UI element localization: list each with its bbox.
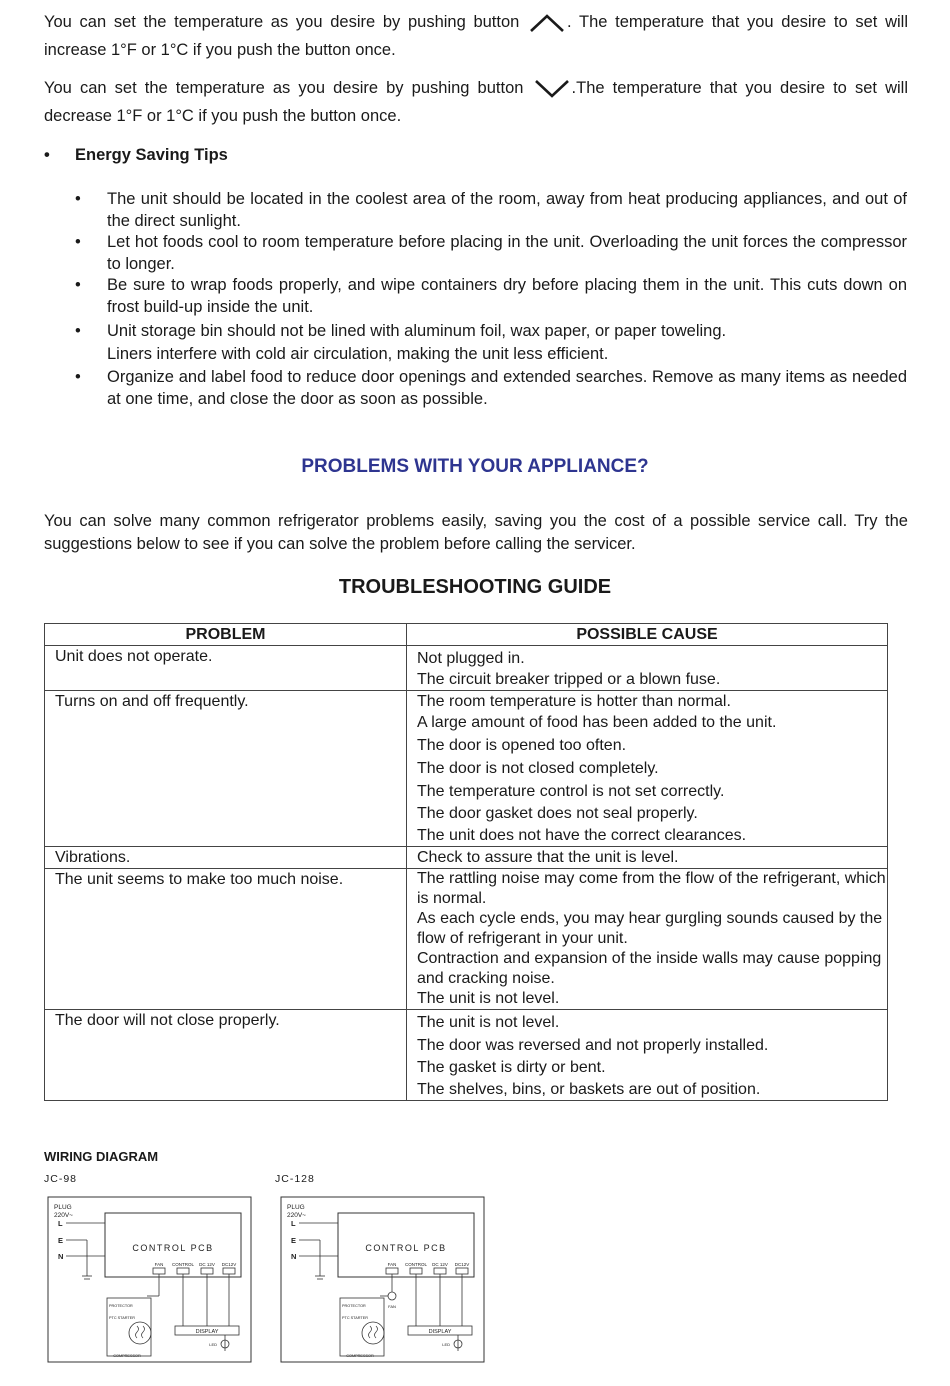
cause-line: The rattling noise may come from the flow of the refrigerant, which is normal.: [417, 870, 886, 907]
cause-line: The gasket is dirty or bent.: [417, 1059, 606, 1076]
earth-terminal-label: E: [58, 1236, 64, 1245]
table-row: [45, 869, 888, 1010]
plug-label: PLUG: [287, 1204, 305, 1211]
terminal-label: FAN: [387, 1262, 397, 1267]
temp-down-text-after: .The temperature that you desire to set will decrease 1°F or 1°C if you push the button once.: [44, 79, 908, 125]
problem-cell: The door will not close properly.: [45, 1010, 407, 1101]
tip-text: Let hot foods cool to room temperature before placing in the unit. Overloading the unit forces the compressor to longer.: [107, 233, 907, 273]
bullet: •: [75, 233, 81, 251]
tip-item: [75, 231, 907, 275]
temp-up-text-after: . The temperature that you desire to set will increase 1°F or 1°C if you push the button once.: [44, 13, 908, 59]
down-arrow-icon: [534, 79, 570, 99]
bullet: •: [75, 322, 81, 340]
up-arrow-icon: [529, 13, 565, 33]
bullet: •: [75, 190, 81, 208]
terminal-label: DC 12V: [199, 1262, 215, 1267]
cause-line: The unit is not level.: [417, 990, 560, 1007]
energy-tips-title: Energy Saving Tips: [75, 146, 228, 164]
wiring-diagram-title: WIRING DIAGRAM: [44, 1149, 159, 1164]
troubleshooting-title: TROUBLESHOOTING GUIDE: [338, 576, 612, 598]
tip-text: Liners interfere with cold air circulation, making the unit less efficient.: [107, 345, 609, 363]
cause-line: The door gasket does not seal properly.: [417, 805, 698, 822]
energy-tips-heading: [44, 146, 228, 165]
cause-cell: [407, 847, 888, 869]
model-label: JC-98: [44, 1173, 78, 1185]
voltage-label: 220V~: [54, 1212, 73, 1219]
tip-text: The unit should be located in the coolest area of the room, away from heat producing appliances, and out of the direct sunlight.: [107, 190, 907, 230]
compressor-label: COMPRESSOR: [113, 1354, 141, 1358]
cause-cell: [407, 869, 888, 1010]
terminal-label: DC12V: [221, 1262, 237, 1267]
tip-text: Organize and label food to reduce door openings and extended searches. Remove as many items as needed at one time, and close the door as soon as possible.: [107, 368, 907, 408]
bullet: •: [75, 276, 81, 294]
problem-cell: Turns on and off frequently.: [45, 691, 407, 847]
terminal-label: DC12V: [454, 1262, 470, 1267]
voltage-label: 220V~: [287, 1212, 306, 1219]
tip-item: [75, 320, 907, 342]
plug-label: PLUG: [54, 1204, 72, 1211]
terminal-label: CONTROL: [404, 1262, 428, 1267]
table-row: [45, 1010, 888, 1101]
cause-line: The unit does not have the correct clearances.: [417, 827, 747, 844]
cause-line: The temperature control is not set correctly.: [417, 783, 725, 800]
model-label: JC-128: [275, 1173, 315, 1185]
problem-column-header: PROBLEM: [45, 624, 407, 646]
cause-line: The door is not closed completely.: [417, 760, 659, 777]
problem-cell: Vibrations.: [45, 847, 407, 869]
tip-item: [75, 343, 907, 365]
wiring-diagram-jc128: [280, 1196, 486, 1364]
cause-line: The room temperature is hotter than normal.: [417, 693, 731, 710]
earth-terminal-label: E: [291, 1236, 297, 1245]
problem-cell: Unit does not operate.: [45, 646, 407, 691]
pcb-label: CONTROL PCB: [132, 1243, 214, 1253]
cause-line: The unit is not level.: [417, 1014, 560, 1031]
problems-title: PROBLEMS WITH YOUR APPLIANCE?: [301, 456, 649, 477]
ptc-starter-label: PTC STARTER: [342, 1316, 369, 1320]
led-label: LED: [209, 1342, 217, 1347]
cause-line: The door is opened too often.: [417, 737, 627, 754]
protector-label: PROTECTOR: [342, 1304, 366, 1308]
ptc-starter-label: PTC STARTER: [109, 1316, 136, 1320]
neutral-terminal-label: N: [291, 1252, 297, 1261]
line-terminal-label: L: [291, 1219, 296, 1228]
temp-down-text-before: You can set the temperature as you desire by pushing button: [44, 79, 524, 97]
bullet: •: [44, 146, 50, 164]
protector-label: PROTECTOR: [109, 1304, 133, 1308]
display-label: DISPLAY: [428, 1329, 452, 1335]
display-label: DISPLAY: [195, 1329, 219, 1335]
cause-column-header: POSSIBLE CAUSE: [407, 624, 888, 646]
table-row: [45, 646, 888, 691]
problem-cell: The unit seems to make too much noise.: [45, 869, 407, 1010]
pcb-label: CONTROL PCB: [365, 1243, 447, 1253]
led-label: LED: [442, 1342, 450, 1347]
cause-line: The door was reversed and not properly installed.: [417, 1037, 769, 1054]
troubleshooting-table: [44, 623, 888, 1101]
line-terminal-label: L: [58, 1219, 63, 1228]
cause-line: Contraction and expansion of the inside walls may cause popping and cracking noise.: [417, 950, 882, 987]
wiring-diagram-jc98: [47, 1196, 253, 1364]
temp-up-paragraph: [44, 8, 908, 64]
tip-item: [75, 366, 907, 410]
tip-item: [75, 274, 907, 318]
cause-cell: [407, 691, 888, 847]
cause-cell: [407, 1010, 888, 1101]
compressor-label: COMPRESSOR: [346, 1354, 374, 1358]
problems-intro: You can solve many common refrigerator problems easily, saving you the cost of a possible service call. Try the suggestions below to see if you can solve the problem before calling the servicer.: [44, 512, 908, 553]
neutral-terminal-label: N: [58, 1252, 64, 1261]
table-row: [45, 847, 888, 869]
cause-line: The shelves, bins, or baskets are out of position.: [417, 1081, 761, 1098]
table-row: [45, 691, 888, 847]
bullet: •: [75, 368, 81, 386]
terminal-label: CONTROL: [171, 1262, 195, 1267]
temp-down-paragraph: [44, 74, 908, 130]
fan-label: FAN: [388, 1304, 396, 1309]
tip-text: Be sure to wrap foods properly, and wipe containers dry before placing them in the unit. This cuts down on frost build-up inside the unit.: [107, 276, 907, 316]
cause-line: Not plugged in.: [417, 650, 525, 667]
cause-cell: [407, 646, 888, 691]
cause-line: Check to assure that the unit is level.: [417, 849, 679, 866]
tip-text: Unit storage bin should not be lined with aluminum foil, wax paper, or paper toweling.: [107, 322, 727, 340]
cause-line: As each cycle ends, you may hear gurgling sounds caused by the flow of refrigerant in your unit.: [417, 910, 883, 947]
table-header-row: [45, 624, 888, 646]
cause-line: A large amount of food has been added to the unit.: [417, 714, 777, 731]
temp-up-text-before: You can set the temperature as you desire by pushing button: [44, 13, 520, 31]
tip-item: [75, 188, 907, 232]
cause-line: The circuit breaker tripped or a blown fuse.: [417, 671, 721, 688]
terminal-label: DC 12V: [432, 1262, 448, 1267]
terminal-label: FAN: [154, 1262, 164, 1267]
